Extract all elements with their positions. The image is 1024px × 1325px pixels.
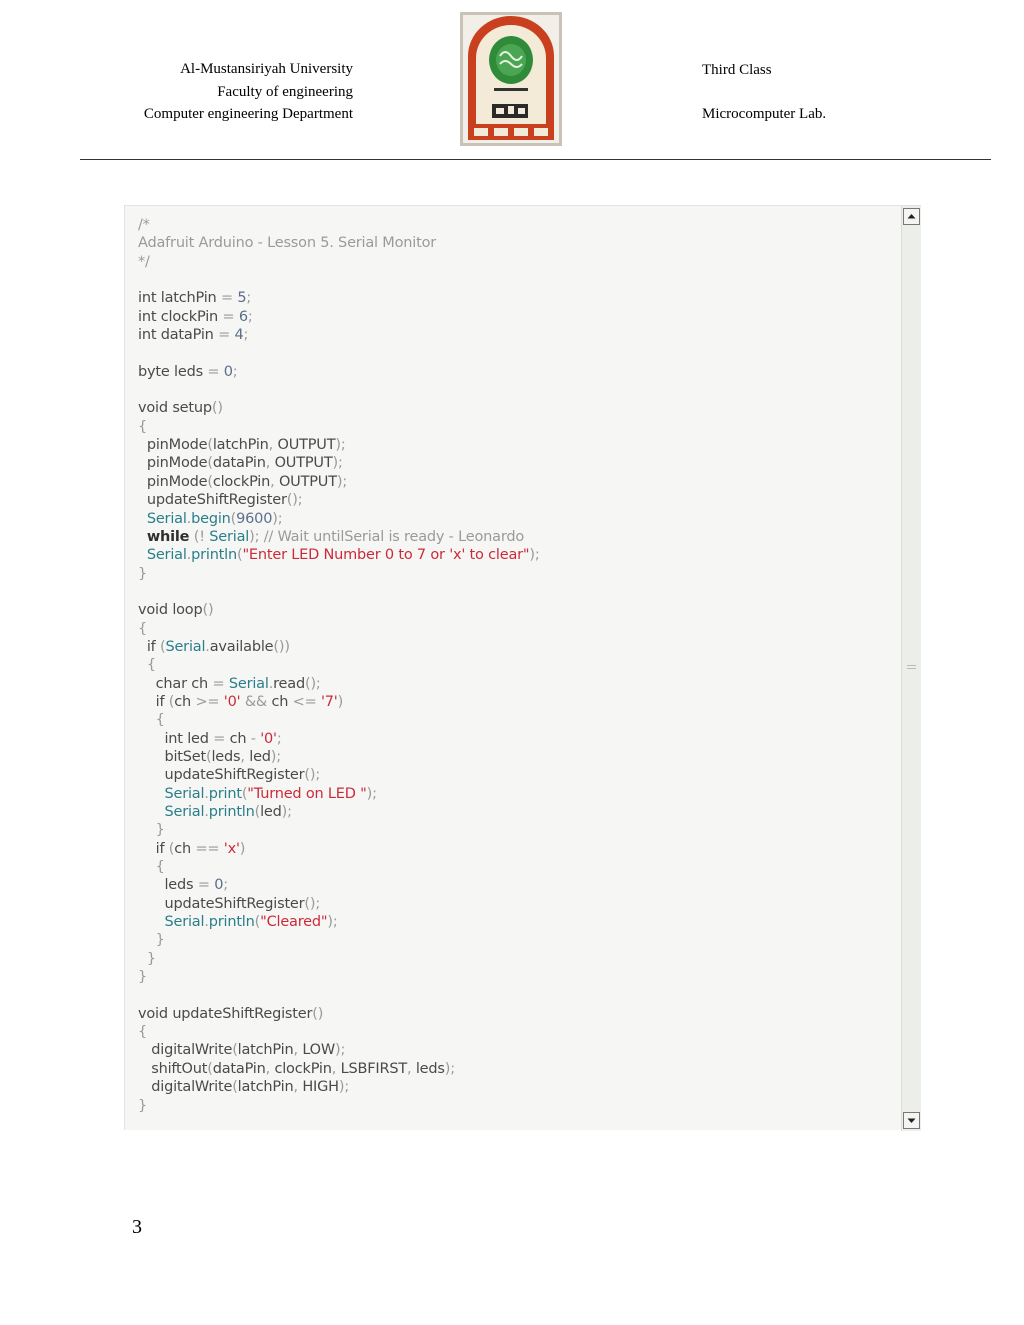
code-line: pinMode(latchPin, OUTPUT); [146, 437, 346, 454]
code-line [138, 583, 540, 601]
code-line: { [138, 620, 148, 637]
code-line: shiftOut(dataPin, clockPin, LSBFIRST, leds); [151, 1060, 455, 1077]
code-line: Adafruit Arduino - Lesson 5. Serial Monitor [138, 235, 437, 252]
header-course [702, 59, 826, 125]
code-line: int clockPin = 6; [138, 308, 253, 325]
code-line: if (ch == 'x') [155, 840, 246, 857]
code-line: void updateShiftRegister() [138, 1005, 324, 1022]
code-line: if (ch >= '0' && ch <= '7') [155, 693, 344, 710]
faculty-name: Faculty of engineering [217, 83, 353, 100]
code-line: } [155, 822, 165, 839]
code-line: { [146, 657, 156, 674]
page-number: 3 [132, 1216, 142, 1238]
code-line: { [155, 859, 165, 876]
header-divider [80, 159, 991, 160]
code-line: } [146, 950, 156, 967]
grip-icon[interactable] [907, 664, 916, 672]
code-line: byte leds = 0; [138, 363, 238, 380]
code-line: pinMode(clockPin, OUTPUT); [146, 473, 348, 490]
code-line: } [138, 969, 148, 986]
code-line: void loop() [138, 602, 214, 619]
code-line [138, 271, 540, 289]
code-line: } [138, 1097, 148, 1114]
code-line: updateShiftRegister(); [146, 492, 303, 509]
code-line [138, 381, 540, 399]
code-line: while (! Serial); // Wait untilSerial is ready - Leonardo [146, 528, 524, 545]
code-line: { [155, 712, 165, 729]
scroll-up-button[interactable] [903, 208, 920, 225]
code-line: } [138, 565, 148, 582]
code-line: { [138, 1024, 148, 1041]
arrow-down-icon [904, 1113, 919, 1128]
code-line: leds = 0; [164, 877, 228, 894]
code-line: updateShiftRegister(); [164, 767, 321, 784]
code-line: Serial.print("Turned on LED "); [164, 785, 377, 802]
code-line: updateShiftRegister(); [164, 895, 321, 912]
code-line: Serial.println("Enter LED Number 0 to 7 or 'x' to clear"); [146, 547, 540, 564]
code-line: void setup() [138, 400, 223, 417]
code-line: int dataPin = 4; [138, 327, 249, 344]
code-line: } [155, 932, 165, 949]
code-line: Serial.println(led); [164, 804, 292, 820]
code-line: if (Serial.available()) [146, 638, 290, 655]
code-line: pinMode(dataPin, OUTPUT); [146, 455, 343, 472]
code-line: int led = ch - '0'; [164, 730, 282, 747]
scroll-down-button[interactable] [903, 1112, 920, 1129]
code-line [138, 986, 540, 1004]
university-name: Al-Mustansiriyah University [180, 61, 353, 77]
code-line [138, 344, 540, 362]
code-line: */ [138, 253, 150, 270]
header-institution [144, 58, 353, 126]
code-line: Serial.begin(9600); [146, 510, 283, 527]
code-text [138, 216, 540, 1115]
class-label: Third Class [702, 62, 772, 78]
code-line: int latchPin = 5; [138, 290, 252, 307]
code-line: bitSet(leds, led); [164, 748, 281, 765]
vertical-scrollbar[interactable] [901, 206, 921, 1131]
code-line: { [138, 418, 148, 435]
code-line: digitalWrite(latchPin, HIGH); [151, 1079, 349, 1096]
code-line: Serial.println("Cleared"); [164, 914, 338, 931]
code-line: /* [138, 217, 150, 233]
department-name: Computer engineering Department [143, 106, 353, 122]
university-seal-icon [460, 12, 562, 146]
code-line: char ch = Serial.read(); [155, 675, 321, 692]
lab-label: Microcomputer Lab. [702, 106, 827, 122]
code-listing [124, 205, 921, 1130]
arrow-up-icon [904, 209, 919, 224]
code-line: digitalWrite(latchPin, LOW); [151, 1042, 346, 1059]
